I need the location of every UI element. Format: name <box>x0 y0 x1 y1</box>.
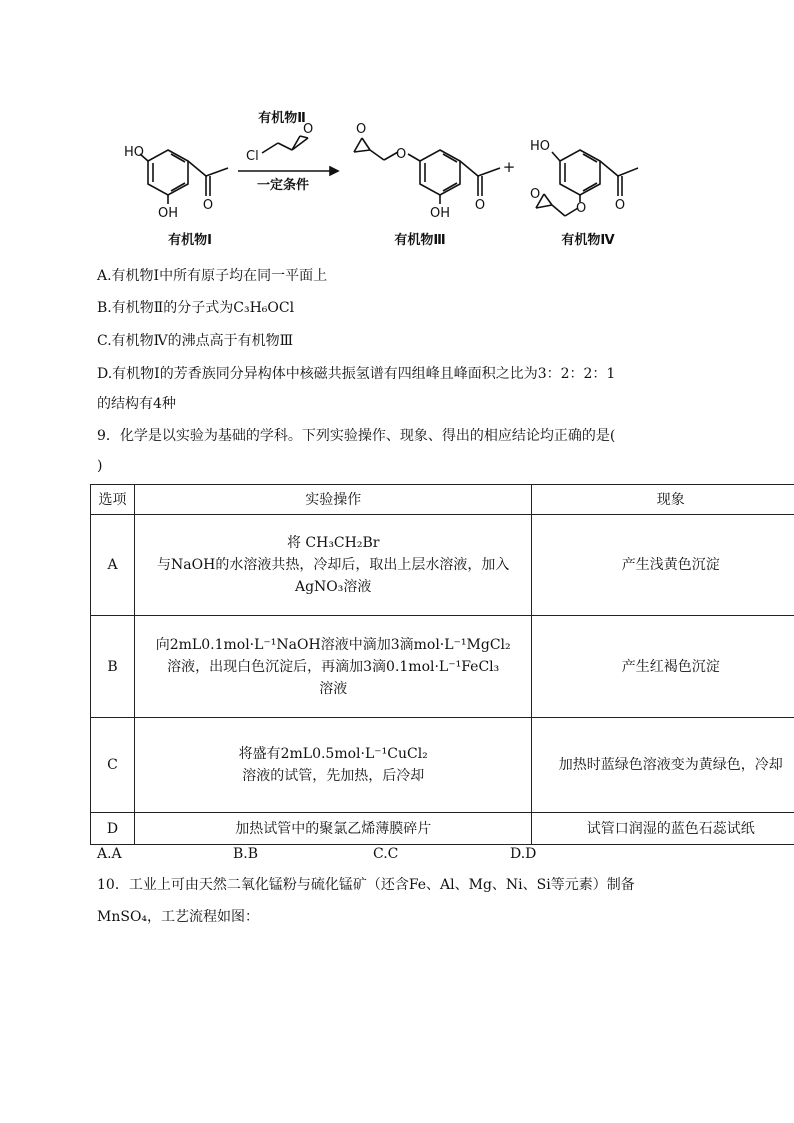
operation-line: 将盛有2mL0.5mol·L⁻¹CuCl₂ <box>238 746 428 762</box>
row-phenomenon: 产生浅黄色沉淀 <box>532 515 794 616</box>
compound-1-structure <box>140 150 228 204</box>
atom-oh-1: OH <box>157 206 179 221</box>
q8-option-c: C.有机物Ⅳ的沸点高于有机物Ⅲ <box>97 333 294 349</box>
operation-line: 溶液的试管，先加热，后冷却 <box>242 768 425 784</box>
atom-o-4a: O <box>576 201 587 216</box>
row-option: C <box>91 718 135 813</box>
condition-label: 一定条件 <box>256 178 310 193</box>
table-row <box>91 813 794 845</box>
q8-option-b-prefix: B.有机物Ⅱ的分子式为 <box>97 300 234 316</box>
row-phenomenon: 加热时蓝绿色溶液变为黄绿色，冷却 <box>532 718 794 813</box>
row-phenomenon: 产生红褐色沉淀 <box>532 616 794 718</box>
atom-o-4c: O <box>614 198 626 213</box>
atom-o-3c: O <box>474 198 486 213</box>
q10-line1: 10．工业上可由天然二氧化锰粉与硫化锰矿（还含Fe、Al、Mg、Ni、Si等元素）制备 <box>97 877 635 893</box>
q9-stem-line1: 9．化学是以实验为基础的学科。下列实验操作、现象、得出的相应结论均正确的是( <box>97 428 616 444</box>
atom-ho-4: HO <box>530 139 551 154</box>
experiment-table <box>90 484 794 845</box>
compound-3-structure <box>354 138 500 204</box>
operation-line: 向2mL0.1mol·L⁻¹NaOH溶液中滴加3滴mol·L⁻¹MgCl₂ <box>155 636 511 653</box>
operation-line: 溶液 <box>319 680 348 697</box>
plus-sign: + <box>502 158 516 176</box>
row-operation <box>135 616 532 718</box>
answer-option-a[interactable]: A.A <box>97 846 122 862</box>
q8-option-d-line1: D.有机物Ⅰ的芳香族同分异构体中核磁共振氢谱有四组峰且峰面积之比为3：2：2：1 <box>97 366 616 382</box>
atom-o-1: O <box>202 198 214 213</box>
q10-line2: MnSO₄，工艺流程如图： <box>97 909 260 925</box>
reagent-label: 有机物Ⅱ <box>258 111 306 126</box>
atom-o-2: O <box>303 122 314 137</box>
header-operation: 实验操作 <box>135 485 532 515</box>
atom-oh-3: OH <box>429 206 451 221</box>
q8-option-a: A.有机物Ⅰ中所有原子均在同一平面上 <box>97 268 328 284</box>
q8-option-b <box>97 298 294 318</box>
header-phenomenon: 现象 <box>532 485 794 515</box>
atom-cl-2: Cl <box>246 149 259 164</box>
row-operation <box>135 813 532 845</box>
operation-line: 溶液，出现白色沉淀后，再滴加3滴0.1mol·L⁻¹FeCl₃ <box>167 658 500 675</box>
row-option: A <box>91 515 135 616</box>
row-option: D <box>91 813 135 845</box>
table-header-row <box>91 485 794 515</box>
answer-option-d[interactable]: D.D <box>510 846 537 862</box>
q8-option-b-formula: C₃H₆OCl <box>233 300 295 316</box>
atom-o-3b: O <box>356 122 367 137</box>
atom-o-4b: O <box>530 187 541 202</box>
label-compound-1: 有机物Ⅰ <box>168 233 212 248</box>
row-option: B <box>91 616 135 718</box>
q9-stem-line2: ) <box>97 458 103 474</box>
answer-option-c[interactable]: C.C <box>373 846 399 862</box>
atom-ho-1: HO <box>124 145 145 160</box>
row-operation <box>135 515 532 616</box>
label-compound-3: 有机物Ⅲ <box>394 233 446 248</box>
row-phenomenon: 试管口润湿的蓝色石蕊试纸 <box>532 813 794 845</box>
compound-2-structure <box>262 136 308 153</box>
row-operation <box>135 718 532 813</box>
operation-line: 将 CH₃CH₂Br <box>286 535 380 551</box>
q8-option-d-line2: 的结构有4种 <box>97 396 176 412</box>
answer-option-b[interactable]: B.B <box>233 846 259 862</box>
header-option: 选项 <box>91 485 135 515</box>
table-row <box>91 616 794 718</box>
atom-o-3a: O <box>396 147 407 162</box>
operation-line: 与NaOH的水溶液共热，冷却后，取出上层水溶液，加入 <box>157 557 510 573</box>
table-row <box>91 718 794 813</box>
operation-line: 加热试管中的聚氯乙烯薄膜碎片 <box>235 820 432 837</box>
reaction-scheme <box>0 0 794 260</box>
operation-line: AgNO₃溶液 <box>294 579 372 595</box>
label-compound-4: 有机物Ⅳ <box>561 233 615 248</box>
table-row <box>91 515 794 616</box>
